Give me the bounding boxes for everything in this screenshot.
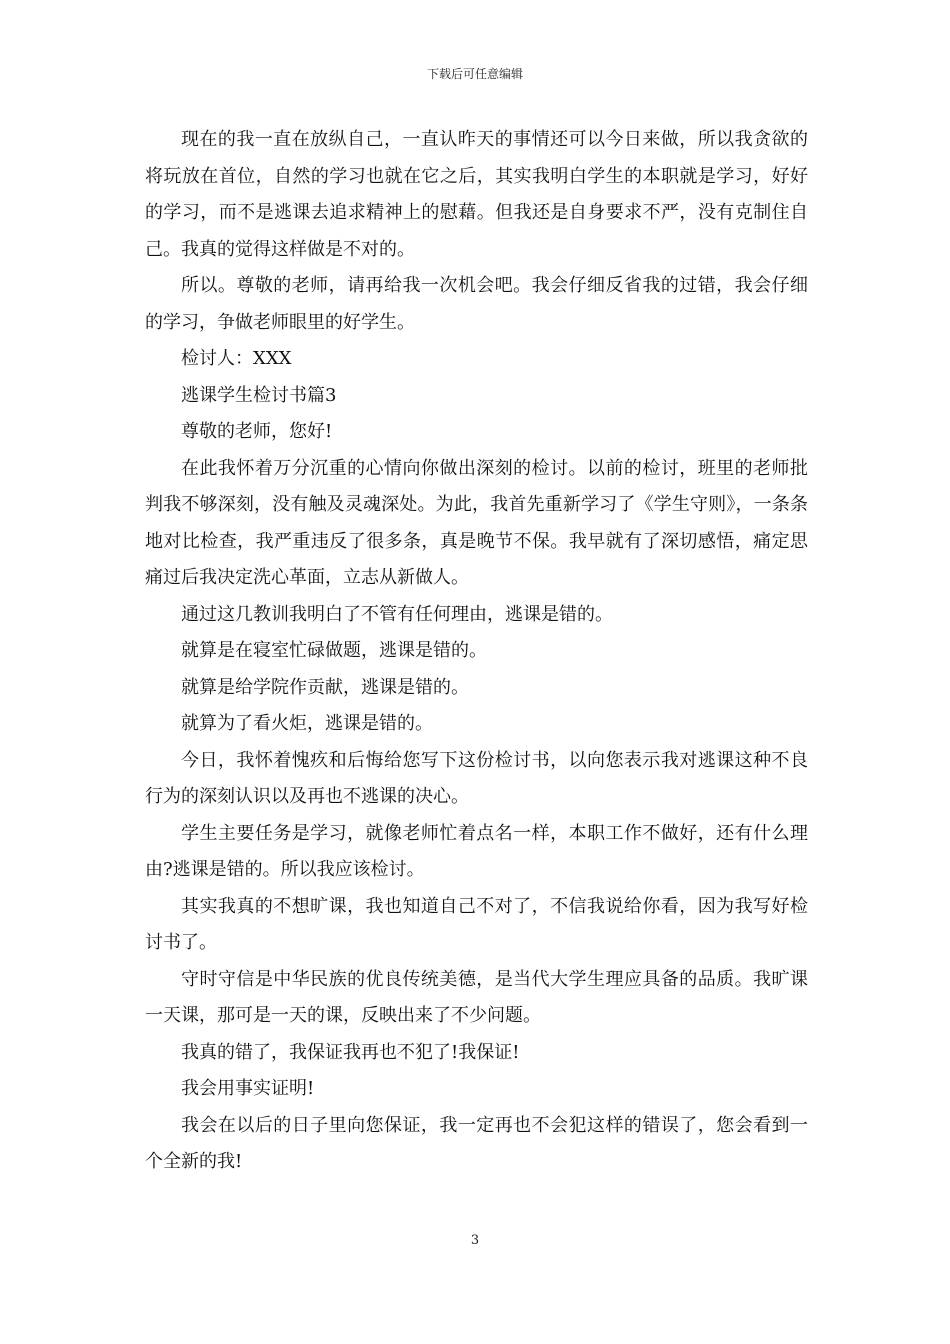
paragraph: 通过这几教训我明白了不管有任何理由，逃课是错的。 (181, 603, 613, 625)
section-title: 逃课学生检讨书篇3 (181, 384, 337, 406)
paragraph: 我会用事实证明! (181, 1078, 315, 1099)
paragraph: 就算是在寝室忙碌做题，逃课是错的。 (181, 640, 487, 661)
paragraph: 其实我真的不想旷课，我也知道自己不对了，不信我说给你看，因为我写好检讨书了。 (145, 895, 808, 953)
signature-line: 检讨人：XXX (181, 348, 292, 369)
salutation: 尊敬的老师，您好! (181, 421, 333, 442)
paragraph: 学生主要任务是学习，就像老师忙着点名一样，本职工作不做好，还有什么理由?逃课是错的。所以我应该检讨。 (145, 822, 808, 880)
paragraph: 就算是给学院作贡献，逃课是错的。 (181, 676, 469, 698)
paragraph: 就算为了看火炬，逃课是错的。 (181, 713, 433, 734)
paragraph: 现在的我一直在放纵自己，一直认昨天的事情还可以今日来做，所以我贪欲的将玩放在首位，自然的学习也就在它之后，其实我明白学生的本职就是学习，好好的学习，而不是逃课去追求精神上的慰藉。但我还是自身要求不严，没有克制住自己。我真的觉得这样做是不对的。 (145, 129, 808, 260)
page-number: 3 (470, 1233, 480, 1248)
paragraph: 所以。尊敬的老师，请再给我一次机会吧。我会仔细反省我的过错，我会仔细的学习，争做老师眼里的好学生。 (145, 275, 808, 333)
paragraph: 我会在以后的日子里向您保证，我一定再也不会犯这样的错误了，您会看到一个全新的我! (145, 1114, 808, 1172)
paragraph: 我真的错了，我保证我再也不犯了!我保证! (181, 1041, 520, 1063)
document-body (145, 122, 808, 1181)
page-header: 下载后可任意编辑 (426, 67, 523, 81)
paragraph: 今日，我怀着愧疚和后悔给您写下这份检讨书，以向您表示我对逃课这种不良行为的深刻认识以及再也不逃课的决心。 (145, 749, 808, 807)
paragraph: 在此我怀着万分沉重的心情向你做出深刻的检讨。以前的检讨，班里的老师批判我不够深刻，没有触及灵魂深处。为此，我首先重新学习了《学生守则》，一条条地对比检查，我严重违反了很多条，真是晚节不保。我早就有了深切感悟，痛定思痛过后我决定洗心革面，立志从新做人。 (145, 457, 808, 588)
paragraph: 守时守信是中华民族的优良传统美德，是当代大学生理应具备的品质。我旷课一天课，那可是一天的课，反映出来了不少问题。 (145, 968, 808, 1026)
